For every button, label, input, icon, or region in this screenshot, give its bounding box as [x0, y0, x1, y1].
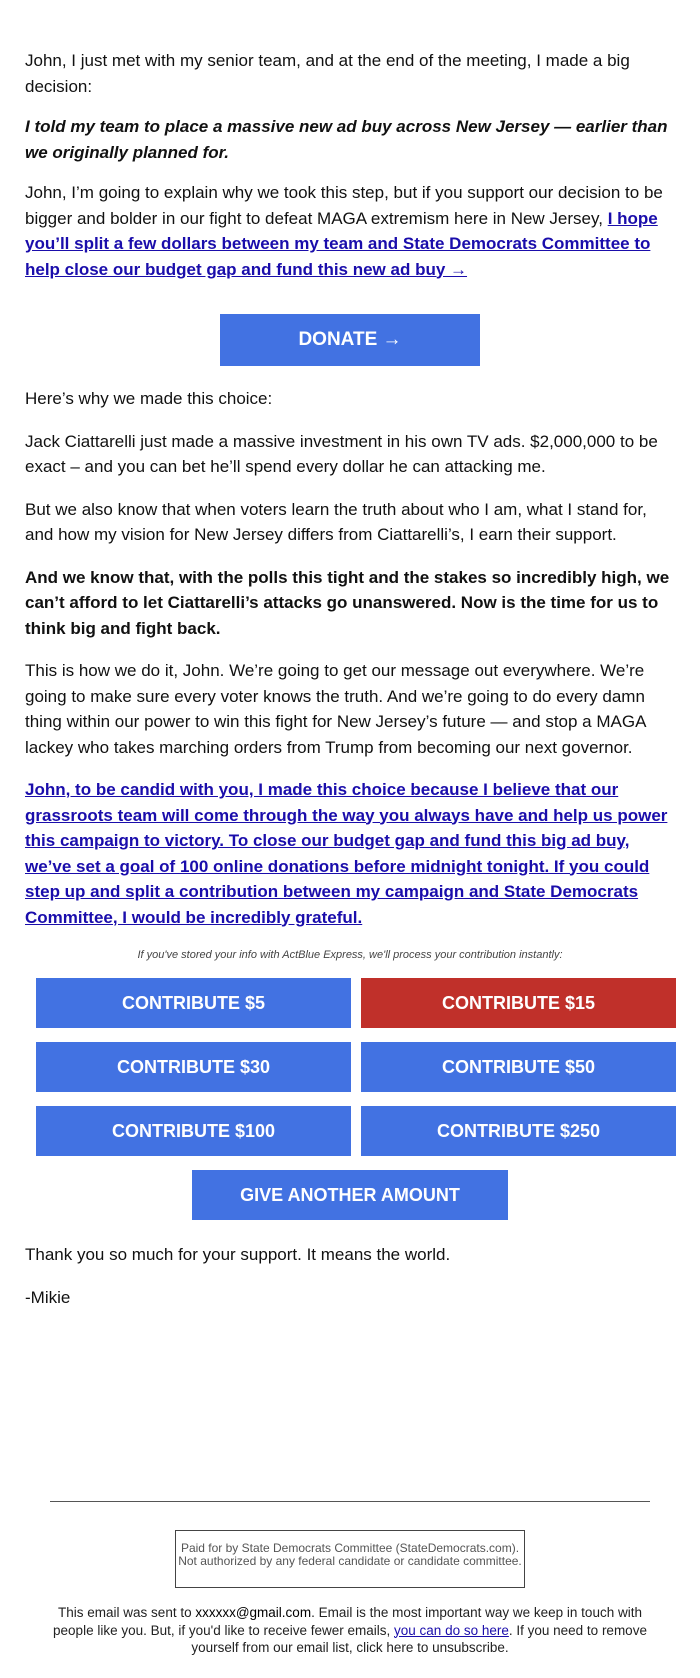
ask-text: John, I’m going to explain why we took this step, but if you support our decision to be bigger and bolder in our fight to defeat MAGA extremism here in New Jersey,: [25, 183, 663, 228]
donate-button[interactable]: DONATE →: [220, 314, 480, 366]
contribute-5-button[interactable]: CONTRIBUTE $5: [36, 978, 351, 1028]
goal-paragraph: [25, 777, 675, 930]
sent-prefix: This email was sent to: [58, 1605, 196, 1620]
other-amount-container: [25, 1170, 675, 1220]
headline-statement: I told my team to place a massive new ad buy across New Jersey — earlier than we originally planned for.: [25, 117, 668, 162]
paid-for-disclaimer: Paid for by State Democrats Committee (StateDemocrats.com). Not authorized by any federal candidate or candidate committee.: [175, 1530, 525, 1588]
intro-paragraph: John, I just met with my senior team, and at the end of the meeting, I made a big decision:: [25, 51, 630, 96]
email-body: [25, 48, 675, 1310]
footer-text: [40, 1604, 660, 1657]
recipient-email: xxxxxx@gmail.com: [195, 1605, 312, 1620]
contribute-30-button[interactable]: CONTRIBUTE $30: [36, 1042, 351, 1092]
ask-paragraph: [25, 180, 675, 282]
contribute-100-button[interactable]: CONTRIBUTE $100: [36, 1106, 351, 1156]
urgency-paragraph: And we know that, with the polls this tight and the stakes so incredibly high, we can’t afford to let Ciattarelli’s attacks go unanswered. Now is the time for us to think big and fight back.: [25, 567, 670, 638]
footer-divider: [50, 1501, 650, 1502]
plan-paragraph: This is how we do it, John. We’re going to get our message out everywhere. We’re going to make sure every voter knows the truth. And we’re going to do every damn thing within our power to win this fight for New Jersey’s future — and stop a MAGA lackey who takes marching orders from Trump from becoming our next governor.: [25, 661, 646, 757]
actblue-note: If you've stored your info with ActBlue Express, we'll process your contribution instantly:: [137, 949, 563, 961]
goal-donation-link[interactable]: John, to be candid with you, I made this choice because I believe that our grassroots team will come through the way you always have and help us power this campaign to victory. To close our budget gap and fund this big ad buy, we’ve set a goal of 100 online donations before midnight tonight. If you could step up and split a contribution between my campaign and State Democrats Committee, I would be incredibly grateful.: [25, 780, 668, 927]
contribute-250-button[interactable]: CONTRIBUTE $250: [361, 1106, 676, 1156]
contribution-row: [36, 1042, 676, 1092]
fewer-emails-link[interactable]: you can do so here: [394, 1622, 509, 1638]
contribute-50-button[interactable]: CONTRIBUTE $50: [361, 1042, 676, 1092]
contribution-row: [36, 978, 676, 1028]
contribution-row: [36, 1106, 676, 1156]
signature: -Mikie: [25, 1287, 71, 1307]
thank-you-text: Thank you so much for your support. It means the world.: [25, 1245, 451, 1264]
split-donation-link[interactable]: I hope you’ll split a few dollars between my team and State Democrats Committee to help close our budget gap and fund this new ad buy →: [25, 208, 658, 279]
give-another-amount-button[interactable]: GIVE ANOTHER AMOUNT: [192, 1170, 508, 1220]
reason-intro: Here’s why we made this choice:: [25, 389, 273, 408]
donate-button-container: [25, 314, 675, 366]
voters-paragraph: But we also know that when voters learn the truth about who I am, what I stand for, and how my vision for New Jersey differs from Ciattarelli’s, I earn their support.: [25, 499, 647, 544]
contribution-grid: [36, 978, 676, 1156]
unsubscribe-text[interactable]: . If you need to remove yourself from our email list, click here to unsubscribe.: [191, 1622, 647, 1655]
contribute-15-button[interactable]: CONTRIBUTE $15: [361, 978, 676, 1028]
sent-middle: . Email is the most important way we keep in touch with people like you. But, if you'd like to receive fewer emails,: [53, 1605, 642, 1638]
opponent-paragraph: Jack Ciattarelli just made a massive investment in his own TV ads. $2,000,000 to be exact – and you can bet he’ll spend every dollar he can attacking me.: [25, 431, 658, 476]
